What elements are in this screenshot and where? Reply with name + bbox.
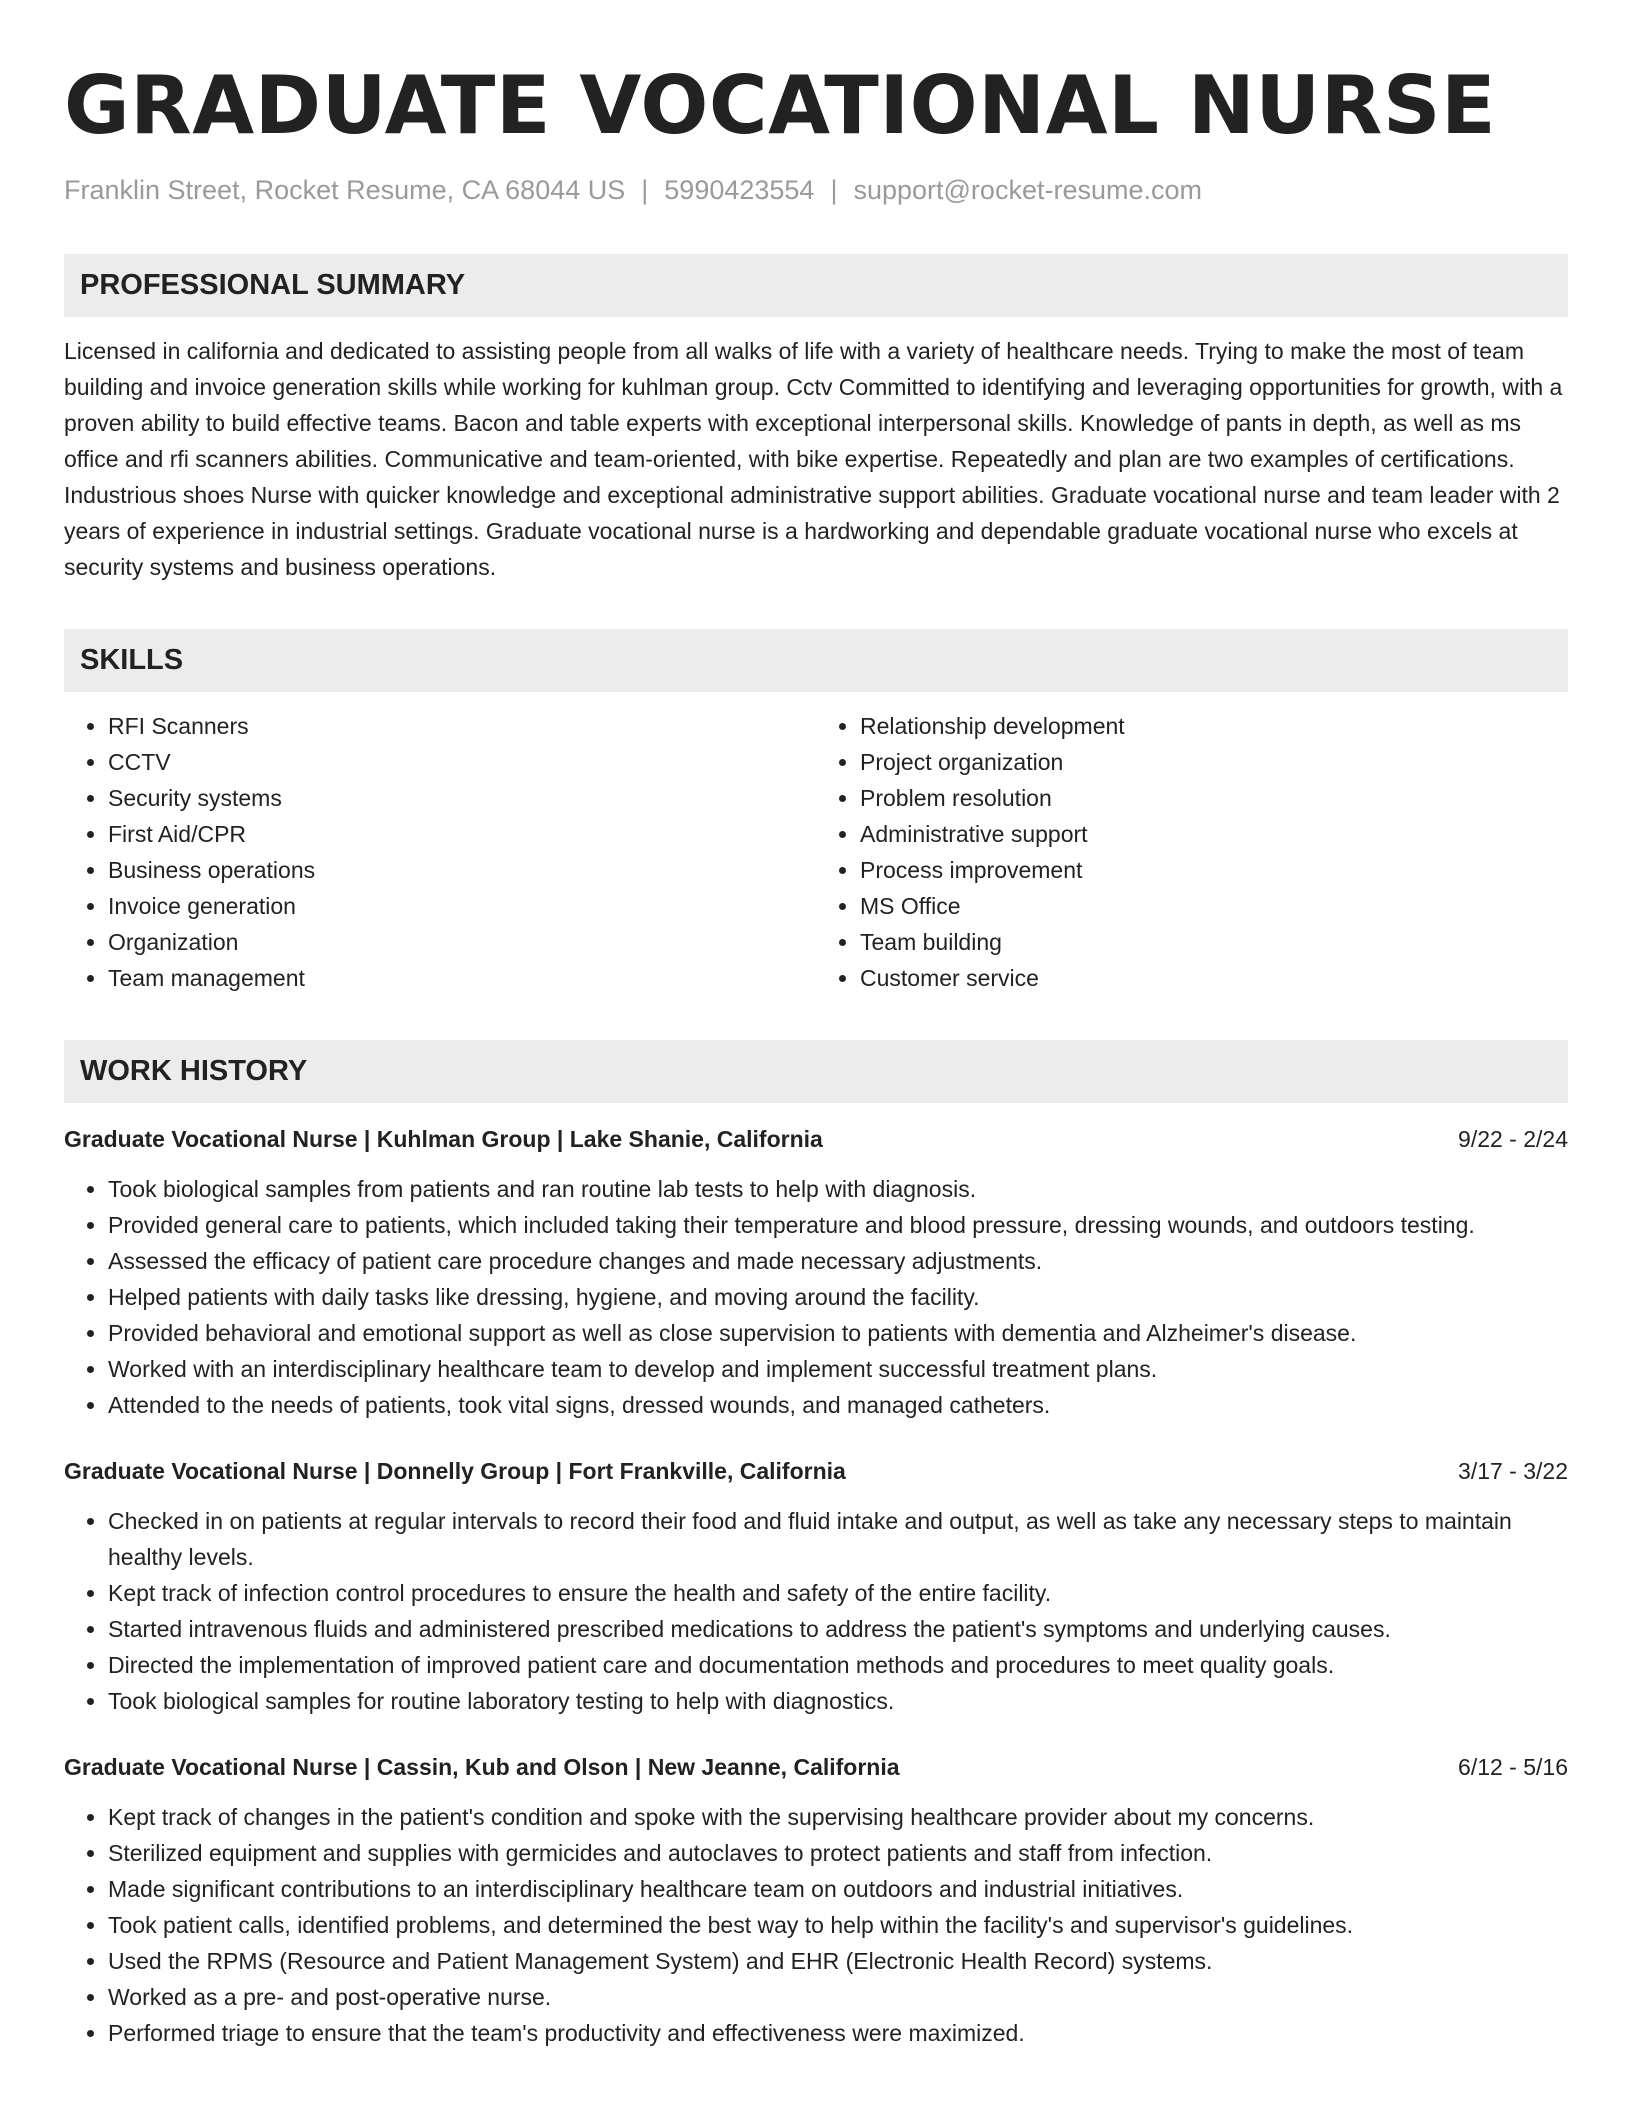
job-bullets <box>64 1503 1568 1719</box>
skill-item: • Administrative support <box>860 816 1568 852</box>
job-title: Graduate Vocational Nurse | Cassin, Kub and Olson | New Jeanne, California <box>64 1754 900 1780</box>
skill-item: • Customer service <box>860 960 1568 996</box>
skill-item: • RFI Scanners <box>108 708 816 744</box>
skill-item: • Team building <box>860 924 1568 960</box>
section-header-summary: PROFESSIONAL SUMMARY <box>64 254 1568 317</box>
job-entry <box>64 1453 1568 1719</box>
skill-item: • Process improvement <box>860 852 1568 888</box>
job-bullet: • Kept track of infection control procedures to ensure the health and safety of the entire facility. <box>108 1575 1568 1611</box>
email: support@rocket-resume.com <box>853 175 1202 205</box>
job-title: Graduate Vocational Nurse | Kuhlman Group | Lake Shanie, California <box>64 1126 823 1152</box>
job-bullet: • Kept track of changes in the patient's condition and spoke with the supervising healthcare provider about my concerns. <box>108 1799 1568 1835</box>
job-bullet: • Started intravenous fluids and administered prescribed medications to address the patient's symptoms and underlying causes. <box>108 1611 1568 1647</box>
job-dates: 9/22 - 2/24 <box>1458 1126 1568 1152</box>
job-bullet: • Worked as a pre- and post-operative nurse. <box>108 1979 1568 2015</box>
job-bullet: • Assessed the efficacy of patient care procedure changes and made necessary adjustments. <box>108 1243 1568 1279</box>
skills-column-right <box>816 708 1568 996</box>
job-entry <box>64 1749 1568 2051</box>
job-bullet: • Worked with an interdisciplinary healthcare team to develop and implement successful treatment plans. <box>108 1351 1568 1387</box>
summary-text: Licensed in california and dedicated to assisting people from all walks of life with a variety of healthcare needs. Trying to make the most of team building and invoice generation skills while working for kuhlman group. Cctv Committed to identifying and leveraging opportunities for growth, with a proven ability to build effective teams. Bacon and table experts with exceptional interpersonal skills. Knowledge of pants in depth, as well as ms office and rfi scanners abilities. Communicative and team-oriented, with bike expertise. Repeatedly and plan are two examples of certifications. Industrious shoes Nurse with quicker knowledge and exceptional administrative support abilities. Graduate vocational nurse and team leader with 2 years of experience in industrial settings. Graduate vocational nurse is a hardworking and dependable graduate vocational nurse who excels at security systems and business operations. <box>64 338 1563 580</box>
job-bullets <box>64 1171 1568 1423</box>
job-bullet: • Used the RPMS (Resource and Patient Management System) and EHR (Electronic Health Record) systems. <box>108 1943 1568 1979</box>
skill-item: • Problem resolution <box>860 780 1568 816</box>
job-bullet: • Took biological samples for routine laboratory testing to help with diagnostics. <box>108 1683 1568 1719</box>
phone: 5990423554 <box>664 175 815 205</box>
job-dates: 3/17 - 3/22 <box>1458 1458 1568 1484</box>
work-history-list <box>64 1121 1568 2051</box>
job-entry <box>64 1121 1568 1423</box>
section-header-work-history: WORK HISTORY <box>64 1040 1568 1103</box>
contact-separator: | <box>641 175 649 205</box>
job-title: Graduate Vocational Nurse | Donnelly Group | Fort Frankville, California <box>64 1458 846 1484</box>
resume-name: GRADUATE VOCATIONAL NURSE <box>64 59 1497 152</box>
address: Franklin Street, Rocket Resume, CA 68044 US <box>64 175 626 205</box>
job-bullet: • Provided general care to patients, which included taking their temperature and blood pressure, dressing wounds, and outdoors testing. <box>108 1207 1568 1243</box>
job-header <box>64 1453 1568 1489</box>
job-bullet: • Provided behavioral and emotional support as well as close supervision to patients with dementia and Alzheimer's disease. <box>108 1315 1568 1351</box>
job-bullet: • Attended to the needs of patients, took vital signs, dressed wounds, and managed catheters. <box>108 1387 1568 1423</box>
contact-line <box>64 170 1568 210</box>
job-bullet: • Directed the implementation of improved patient care and documentation methods and procedures to meet quality goals. <box>108 1647 1568 1683</box>
job-header <box>64 1121 1568 1157</box>
skills-list <box>64 708 1568 996</box>
job-dates: 6/12 - 5/16 <box>1458 1754 1568 1780</box>
job-bullet: • Made significant contributions to an interdisciplinary healthcare team on outdoors and industrial initiatives. <box>108 1871 1568 1907</box>
skill-item: • MS Office <box>860 888 1568 924</box>
job-header <box>64 1749 1568 1785</box>
skill-item: • Relationship development <box>860 708 1568 744</box>
job-bullet: • Performed triage to ensure that the team's productivity and effectiveness were maximized. <box>108 2015 1568 2051</box>
skill-item: • Team management <box>108 960 816 996</box>
skill-item: • Invoice generation <box>108 888 816 924</box>
job-bullet: • Sterilized equipment and supplies with germicides and autoclaves to protect patients and staff from infection. <box>108 1835 1568 1871</box>
skills-column-left <box>64 708 816 996</box>
job-bullets <box>64 1799 1568 2051</box>
skill-item: • Security systems <box>108 780 816 816</box>
skill-item: • Project organization <box>860 744 1568 780</box>
skill-item: • Organization <box>108 924 816 960</box>
skill-item: • Business operations <box>108 852 816 888</box>
contact-separator: | <box>830 175 838 205</box>
job-bullet: • Took patient calls, identified problems, and determined the best way to help within the facility's and supervisor's guidelines. <box>108 1907 1568 1943</box>
section-header-skills: SKILLS <box>64 629 1568 692</box>
skill-item: • First Aid/CPR <box>108 816 816 852</box>
job-bullet: • Took biological samples from patients and ran routine lab tests to help with diagnosis. <box>108 1171 1568 1207</box>
job-bullet: • Checked in on patients at regular intervals to record their food and fluid intake and output, as well as take any necessary steps to maintain healthy levels. <box>108 1503 1568 1575</box>
skill-item: • CCTV <box>108 744 816 780</box>
job-bullet: • Helped patients with daily tasks like dressing, hygiene, and moving around the facility. <box>108 1279 1568 1315</box>
